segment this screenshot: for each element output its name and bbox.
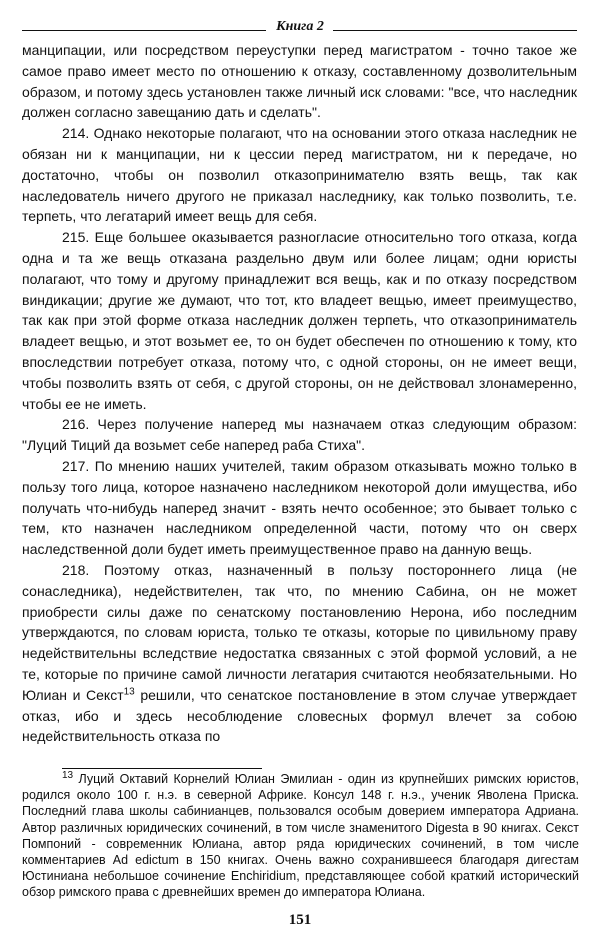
paragraph-216: 216. Через получение наперед мы назначаем отказ следующим образом: "Луций Тиций да возьмет себе наперед раба Стиха".	[22, 416, 577, 454]
paragraph-218-text-cont: решили, что сенатское постановление в этом случае утверждает отказ, ибо и здесь несоблюдение словесных формул влечет за собою недействительность отказа по	[22, 686, 577, 745]
footnote-text: Луций Октавий Корнелий Юлиан Эмилиан - один из крупнейших римских юристов, родился около 100 г. н.э. в северной Африке. Консул 148 г. н.э., ученик Яволена Приска. Последний глава школы сабинианцев, пользовался особым доверием императора Адриана. Автор различных юридических сочинений, в том числе знаменитого Digesta в 90 книгах. Секст Помпоний - современник Юлиана, автор ряда юридических сочинений, в том числе комментариев Ad edictum в 150 книгах. Очень важно сохранившееся благодаря дигестам Юстиниана небольшое сочинение Enchiridium, представляющее собой краткий исторический обзор римского права с древнейших времен до императора Юлиана.	[22, 772, 579, 900]
paragraph-continuation: манципации, или посредством переуступки перед магистратом - точно такое же самое право имеет место по отношению к отказу, составленному дозволительным образом, и потому здесь установлен также личный иск словами: "все, что наследник должен согласно завещанию дать и сделать".	[22, 42, 577, 121]
footnote-marker: 13	[62, 769, 74, 781]
main-text	[22, 40, 577, 747]
header-rule-right	[333, 30, 577, 31]
page-number: 151	[288, 912, 312, 928]
running-header: Книга 2	[276, 19, 324, 34]
paragraph-217: 217. По мнению наших учителей, таким образом отказывать можно только в пользу того лица, которое назначено наследником некоторой доли имущества, ибо получать что-нибудь наперед значит - взять нечто особенное; это бывает только с тем, кто назначен наследником определенной части, потому что он сверх наследственной доли будет иметь преимущественное право на данную вещь.	[22, 457, 577, 558]
paragraph-218	[22, 560, 577, 747]
paragraph-214: 214. Однако некоторые полагают, что на основании этого отказа наследник не обязан ни к манципации, ни к цессии перед магистратом, ни к передаче, но достаточно, чтобы он позволил отказопринимателю взять вещь, так как наследователь ничего другого не приказал наследнику, как только позволить, т.е. терпеть, что легатарий имеет вещь для себя.	[22, 125, 577, 225]
footnote-separator	[62, 768, 262, 769]
paragraph-218-text: 218. Поэтому отказ, назначенный в пользу постороннего лица (не сонаследника), недействителен, так что, по мнению Сабина, он не может приобрести силы даже по сенатскому постановлению Нерона, ибо последним утверждаются, по словам юриста, только те отказы, которые по цивильному праву недействительны вследствие недостатка связанных с этой формой условий, а не те, которые по причине самой личности легатария считаются необязательными. Но Юлиан и Секст	[22, 561, 577, 703]
footnote-reference: 13	[123, 686, 135, 698]
paragraph-215: 215. Еще большее оказывается разногласие относительно того отказа, когда одна и та же вещь отказана раздельно двум или более лицам; одни юристы полагают, что тому и другому принадлежит вся вещь, как и по отказу посредством виндикации; другие же думают, что тот, кто владеет вещью, имеет преимущество, так как при этой форме отказа наследник должен терпеть, что отказоприниматель владеет вещью, и этот возьмет ее, то он будет обеспечен по отношению к тому, кто впоследствии потребует отказа, потому что, с одной стороны, он не имеет вещи, чтобы позволить взять от себя, с другой стороны, он не действовал злонамеренно, чтобы ее не иметь.	[22, 229, 577, 412]
footnote	[22, 771, 579, 901]
